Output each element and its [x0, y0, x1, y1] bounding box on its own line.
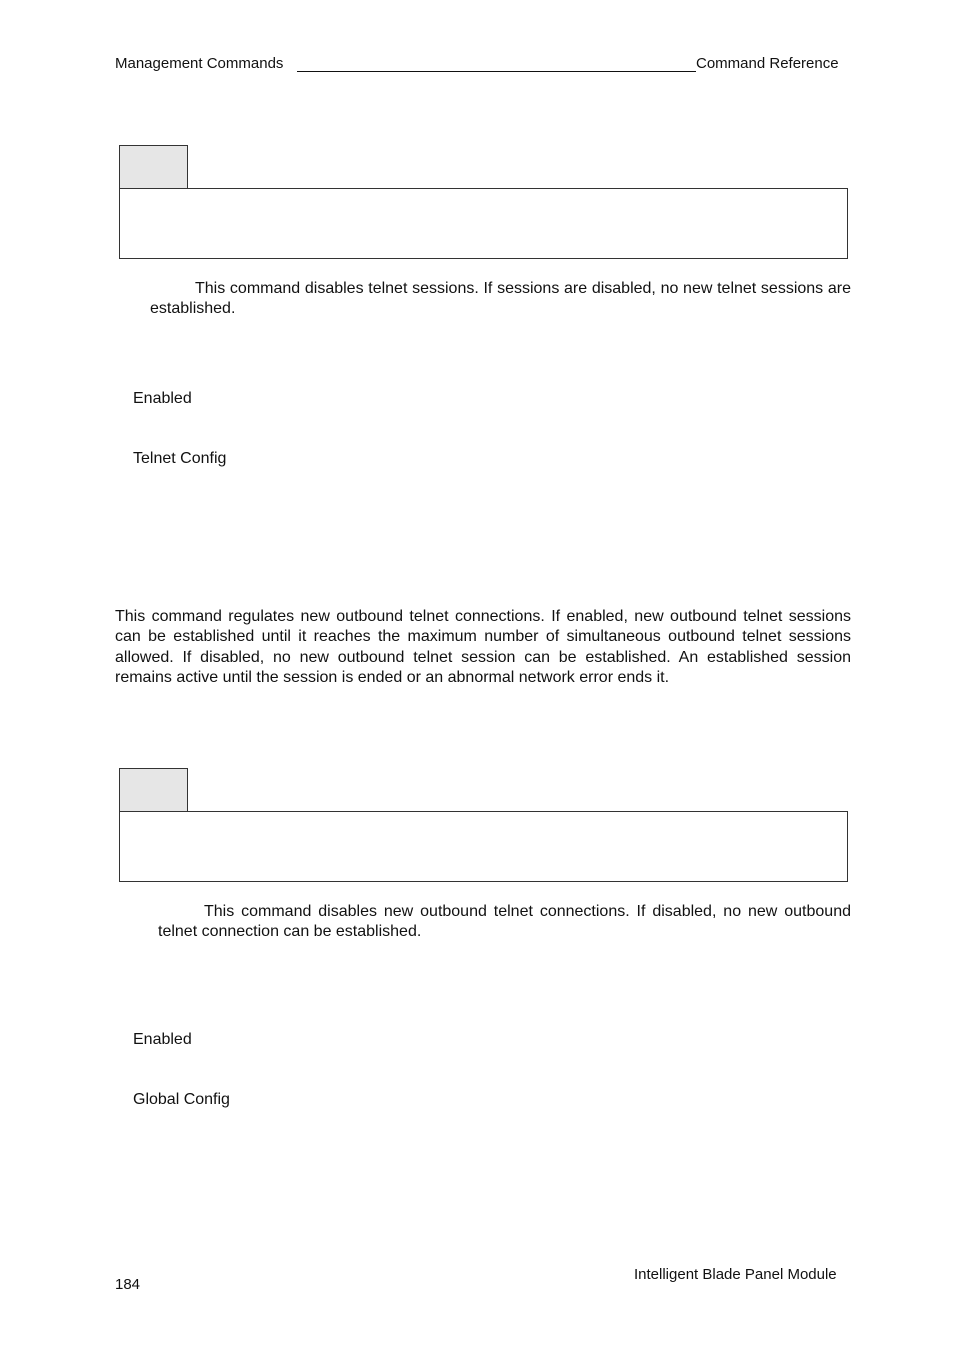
- section1-default: Enabled: [133, 390, 192, 407]
- header-rule: [297, 71, 696, 72]
- section2-default: Enabled: [133, 1031, 192, 1048]
- outbound-telnet-intro: This command regulates new outbound telnet connections. If enabled, new outbound telnet sessions can be established until it reaches the maximum number of simultaneous outbound telnet sessions allowed. If disabled, no new outbound telnet session can be established. An established session remains active until the session is ended or an abnormal network error ends it.: [115, 608, 851, 686]
- footer-product: Intelligent Blade Panel Module: [634, 1266, 837, 1283]
- syntax-tab-1: [119, 145, 188, 189]
- section1-description: This command disables telnet sessions. If sessions are disabled, no new telnet sessions are established.: [150, 280, 851, 318]
- section2-description: This command disables new outbound telnet connections. If disabled, no new outbound telnet connection can be established.: [158, 903, 851, 941]
- syntax-box-2: [119, 811, 848, 882]
- syntax-tab-2: [119, 768, 188, 812]
- section1-mode: Telnet Config: [133, 450, 227, 467]
- syntax-box-1: [119, 188, 848, 259]
- header-left: Management Commands: [115, 55, 284, 72]
- section2-mode: Global Config: [133, 1091, 230, 1108]
- header-right: Command Reference: [696, 55, 839, 72]
- page-number: 184: [115, 1276, 141, 1293]
